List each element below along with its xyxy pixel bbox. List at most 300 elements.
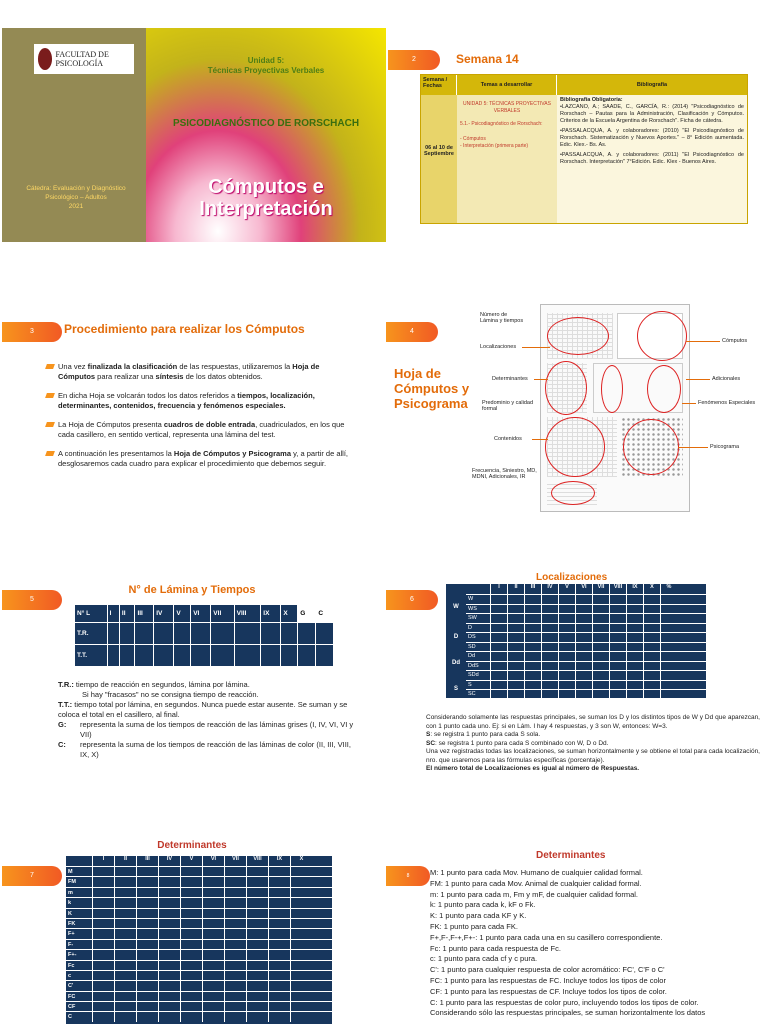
cell: [626, 652, 643, 661]
cell: [107, 645, 119, 667]
cell: [268, 1002, 290, 1011]
cell: [609, 671, 626, 680]
table-row: [66, 1011, 332, 1021]
cell: [202, 909, 224, 918]
cell: [558, 681, 575, 690]
cell: [541, 624, 558, 633]
cell: [224, 877, 246, 886]
cell: [575, 662, 592, 671]
cell: [180, 971, 202, 980]
det-header: [92, 856, 332, 866]
det-line: FC: 1 punto para las respuestas de FC. Incluye todos los tipos de color: [430, 975, 666, 985]
cell: [524, 652, 541, 661]
cell: [202, 867, 224, 876]
table-row: [66, 866, 332, 876]
row-label: C: [68, 1014, 72, 1021]
cell: [507, 643, 524, 652]
table-row: [66, 918, 332, 928]
cell: [592, 614, 609, 623]
det-line: Fc: 1 punto para cada respuesta de Fc.: [430, 943, 561, 953]
cell: [268, 929, 290, 938]
cell: [107, 623, 119, 645]
def-g: G: representa la suma de los tiempos de reacción de las láminas grises (I, IV, VI, VI y VII): [58, 720, 354, 739]
cell: [643, 595, 660, 604]
cell: [224, 1012, 246, 1021]
cell: [224, 940, 246, 949]
cell: [507, 681, 524, 690]
cell: [660, 633, 677, 642]
biblio-1: •LAZCANO, A.; SAADE, C., GARCÍA, R.: (2014) "Psicodiagnóstico de Rorschach – Pautas para la Administración, Clasificación y Cómputos. Criterios de la Escuela Argentina de Rorschach". Ficha de cátedra.: [560, 104, 744, 124]
cell: [180, 877, 202, 886]
cell: [246, 898, 268, 907]
cell: [211, 645, 234, 667]
cell: [92, 1002, 114, 1011]
cell: [268, 909, 290, 918]
cell: [174, 645, 191, 667]
row-label: Dd: [468, 653, 476, 659]
cell: [609, 643, 626, 652]
table-row: [66, 949, 332, 959]
biblio-cell: [557, 95, 747, 223]
cell: [268, 919, 290, 928]
cell: [660, 671, 677, 680]
label-psicograma: Psicograma: [710, 444, 740, 450]
slide-title: Procedimiento para realizar los Cómputos: [64, 322, 305, 336]
cell: [180, 909, 202, 918]
cell: [136, 950, 158, 959]
cell: [246, 961, 268, 970]
th-cell: I: [107, 605, 119, 623]
cell: [558, 690, 575, 699]
th-cell: G: [298, 605, 316, 623]
cell: [268, 992, 290, 1001]
cell: [136, 981, 158, 990]
cell: [609, 595, 626, 604]
cell: [643, 671, 660, 680]
cell: [290, 981, 312, 990]
slide-title: Determinantes: [536, 850, 606, 861]
row-label: T.T.: [75, 645, 108, 667]
cell: [180, 929, 202, 938]
cell: [158, 888, 180, 897]
cell: [158, 867, 180, 876]
slide-title: Semana 14: [456, 52, 519, 66]
cell: [202, 981, 224, 990]
row-label: CF: [68, 1004, 76, 1011]
label-determinantes: Determinantes: [492, 376, 528, 382]
cell: [92, 992, 114, 1001]
cell: [490, 671, 507, 680]
cell: [626, 643, 643, 652]
cell: [592, 690, 609, 699]
cell: [180, 961, 202, 970]
cell: [524, 595, 541, 604]
cell: [290, 888, 312, 897]
cell: [136, 909, 158, 918]
slide-number: 3: [2, 322, 62, 342]
det-line: Considerando sólo las respuestas principales, se suman horizontalmente los datos: [430, 1008, 706, 1018]
cell: [261, 645, 281, 667]
cell: [643, 690, 660, 699]
table-row: [66, 960, 332, 970]
cell: [202, 950, 224, 959]
cell: [268, 971, 290, 980]
tema-1: UNIDAD 5: TÉCNICAS PROYECTIVAS VERBALES: [463, 101, 551, 114]
cell: [180, 867, 202, 876]
cell: [281, 645, 298, 667]
row-label: k: [68, 900, 72, 907]
cell: [136, 961, 158, 970]
label-contenidos: Contenidos: [494, 436, 522, 442]
loc-p3: SC: se registra 1 punto para cada S combinado con W, D o Dd.: [426, 739, 609, 747]
cell: [290, 1012, 312, 1021]
table-row: [466, 670, 706, 680]
slide-title: [2, 28, 386, 242]
th-cell: VII: [592, 584, 609, 594]
cell: [224, 909, 246, 918]
slide-lamina-tiempos: [2, 568, 382, 782]
cell: [626, 595, 643, 604]
cell: [246, 1012, 268, 1021]
th-cell: I: [490, 584, 507, 594]
cell: [234, 645, 261, 667]
th-cell: IX: [261, 605, 281, 623]
cell: [643, 681, 660, 690]
cell: [575, 624, 592, 633]
cell: [507, 595, 524, 604]
cell: [158, 992, 180, 1001]
cell: [575, 595, 592, 604]
cell: [660, 595, 677, 604]
cell: [316, 645, 334, 667]
cell: [114, 1002, 136, 1011]
det-table: [66, 856, 332, 1024]
det-line: M: 1 punto para cada Mov. Humano de cualquier calidad formal.: [430, 868, 643, 877]
cell: [136, 1012, 158, 1021]
th-cell: X: [643, 584, 660, 594]
loc-header: [490, 584, 706, 594]
cell: [202, 1012, 224, 1021]
cell: [575, 671, 592, 680]
cell: [541, 643, 558, 652]
th-fechas: Semana / Fechas: [421, 75, 457, 95]
loc-p4: Una vez registradas todas las localizaciones, se suman horizontalmente y se obtiene el total para cada localización, nro. que usaremos para las fórmulas específicas (porcentaje).: [426, 748, 760, 764]
cell: [268, 877, 290, 886]
table-row: [466, 623, 706, 633]
slide-number: 8: [386, 866, 430, 886]
cell: [114, 1012, 136, 1021]
table-row: [66, 908, 332, 918]
th-cell: VI: [575, 584, 592, 594]
th-cell: X: [290, 856, 312, 866]
cell: [202, 1002, 224, 1011]
bullet-list: [46, 362, 358, 478]
cell: [643, 605, 660, 614]
th-cell: %: [660, 584, 677, 594]
cell: [524, 662, 541, 671]
biblio-3: •PASSALACQUA, A. y colaboradores: (2011) "El Psicodiagnóstico de Rorschach. Interpretación" 7°Edición. Edic. Klex - Buenos Aires.: [560, 152, 744, 165]
cell: [290, 877, 312, 886]
cell: [524, 633, 541, 642]
th-cell: IX: [626, 584, 643, 594]
cell: [114, 992, 136, 1001]
big-title-line1: Cómputos e: [208, 176, 324, 198]
ellipse-adicionales: [601, 365, 623, 413]
th-cell: II: [507, 584, 524, 594]
cell: [507, 652, 524, 661]
slide-semana: [388, 28, 766, 242]
cell: [626, 624, 643, 633]
row-label: F+-: [68, 952, 77, 959]
slide-title: Localizaciones: [536, 572, 608, 583]
cell: [135, 623, 154, 645]
row-label: F+: [68, 931, 75, 938]
cell: [524, 690, 541, 699]
cell: [180, 992, 202, 1001]
th-cell: V: [180, 856, 202, 866]
cell: [261, 623, 281, 645]
catedra-text: Cátedra: Evaluación y Diagnóstico Psicológico – Adultos: [26, 185, 126, 201]
slide-determinantes-table: [2, 836, 382, 1024]
cell: [592, 671, 609, 680]
cell: [541, 633, 558, 642]
cell: [114, 950, 136, 959]
cell: [224, 971, 246, 980]
cell: [626, 614, 643, 623]
cell: [643, 624, 660, 633]
label-predominio: Predominio y calidad formal: [482, 400, 534, 412]
cell: [224, 992, 246, 1001]
cell: [246, 1002, 268, 1011]
cell: [180, 919, 202, 928]
cell: [158, 950, 180, 959]
bullet-4: A continuación les presentamos la Hoja de Cómputos y Psicograma y, a partir de allí, desglosaremos cada cuadro para explicar el procedimiento que debemos seguir.: [46, 449, 358, 469]
cell: [114, 909, 136, 918]
cell: [592, 595, 609, 604]
cell: [290, 940, 312, 949]
loc-groups: [446, 594, 466, 699]
arrow-psicograma: [678, 447, 708, 448]
cell: [490, 595, 507, 604]
row-label: C': [68, 983, 74, 990]
th-cell: VIII: [609, 584, 626, 594]
cell: [202, 888, 224, 897]
cell: [92, 940, 114, 949]
cell: [158, 981, 180, 990]
cell: [609, 614, 626, 623]
cell: [180, 1012, 202, 1021]
unit-block: [146, 56, 386, 76]
ellipse-det: [545, 361, 587, 415]
cell: [626, 690, 643, 699]
loc-body: [446, 594, 706, 699]
label-frecuencia: Frecuencia, Siniestro, MD, MDNI, Adicionales, IR: [472, 468, 537, 480]
th-bibliografia: Bibliografía: [636, 82, 668, 88]
cell: [609, 662, 626, 671]
cell: [268, 1012, 290, 1021]
cell: [202, 877, 224, 886]
temas-cell: [457, 95, 557, 223]
cell: [592, 681, 609, 690]
cell: [224, 929, 246, 938]
cell: [626, 662, 643, 671]
row-label: c: [68, 972, 72, 979]
cell: [180, 888, 202, 897]
cell: [626, 605, 643, 614]
det-line: k: 1 punto para cada k, kF o Fk.: [430, 900, 536, 910]
th-cell: I: [92, 856, 114, 866]
schedule-table: [420, 74, 748, 224]
cell: [136, 877, 158, 886]
cell: [507, 671, 524, 680]
cell: [202, 940, 224, 949]
row-label: FC: [68, 993, 76, 1000]
ellipse-tiempos: [547, 317, 609, 355]
cell: [92, 981, 114, 990]
cell: [575, 643, 592, 652]
loc-p5: El número total de Localizaciones es igual al número de Respuestas.: [426, 765, 640, 772]
cell: [490, 605, 507, 614]
th-cell: III: [135, 605, 154, 623]
cell: [154, 645, 174, 667]
cell: [490, 624, 507, 633]
cell: [92, 929, 114, 938]
cell: [246, 940, 268, 949]
cell: [660, 614, 677, 623]
cell: [92, 867, 114, 876]
th-cell: IV: [158, 856, 180, 866]
cell: [558, 662, 575, 671]
cell: [211, 623, 234, 645]
det-line: FM: 1 punto para cada Mov. Animal de cualquier calidad formal.: [430, 878, 642, 888]
cell: [114, 877, 136, 886]
biblio-2: •PASSALACQUA, A. y colaboradores: (2010) "El Psicodiagnóstico de Rorschach. Sistematización y Nuevos Aportes." – 8° Edición aumentada. Edic. Klex.- Bs. As.: [560, 128, 744, 148]
table-row: [75, 645, 334, 667]
cell: [490, 643, 507, 652]
th-cell: N° L: [75, 605, 108, 623]
cell: [136, 940, 158, 949]
th-cell: IV: [541, 584, 558, 594]
cell: [609, 681, 626, 690]
group-dd: Dd: [452, 660, 460, 666]
row-label: M: [68, 869, 73, 875]
cell: [609, 652, 626, 661]
cell: [626, 633, 643, 642]
ellipse-frecuencia: [551, 481, 595, 505]
cell: [202, 992, 224, 1001]
th-cell: V: [174, 605, 191, 623]
catedra: [12, 184, 140, 211]
row-label: SDd: [468, 672, 479, 678]
cell: [290, 898, 312, 907]
big-title: [146, 176, 386, 220]
cell: [541, 652, 558, 661]
row-label: SC: [468, 691, 476, 697]
cell: [290, 867, 312, 876]
det-line: FK: 1 punto para cada FK.: [430, 921, 518, 931]
cell: [136, 888, 158, 897]
cell: [114, 919, 136, 928]
cell: [158, 877, 180, 886]
loc-table: [446, 584, 706, 698]
th-cell: IV: [154, 605, 174, 623]
cell: [268, 898, 290, 907]
th-cell: VIII: [234, 605, 261, 623]
cell: [490, 681, 507, 690]
cell: [136, 898, 158, 907]
row-label: F-: [68, 941, 74, 948]
def-tr: T.R.: tiempo de reacción en segundos, lámina por lámina.: [58, 680, 250, 689]
cell: [136, 1002, 158, 1011]
cell: [180, 940, 202, 949]
cell: [268, 981, 290, 990]
cell: [136, 992, 158, 1001]
arrow-determinantes: [534, 379, 548, 380]
cell: [158, 961, 180, 970]
cell: [246, 919, 268, 928]
cell: [298, 645, 316, 667]
cell: [575, 633, 592, 642]
table-row: [66, 876, 332, 886]
faculty-name: FACULTAD DE PSICOLOGÍA: [55, 50, 109, 68]
cell: [507, 624, 524, 633]
row-label: DS: [468, 634, 476, 640]
table-row: [466, 651, 706, 661]
table-row: [66, 970, 332, 980]
cell: [92, 950, 114, 959]
loc-p1: Considerando solamente las respuestas principales, se suman los D y los distintos tipos de W y Dd que aparezcan, con 1 punto cada uno. Ej: si en Lám. I hay 4 respuestas, y 3 son W, entonces: W=3.: [426, 714, 760, 730]
cell: [246, 981, 268, 990]
group-d: D: [453, 634, 459, 640]
det-line: c: 1 punto para cada cf y c pura.: [430, 954, 538, 964]
slide-hoja-computos: [386, 300, 766, 514]
cell: [290, 992, 312, 1001]
cell: [136, 929, 158, 938]
label-computos: Cómputos: [722, 338, 748, 344]
unit-subtitle: Técnicas Proyectivas Verbales: [207, 66, 325, 75]
cell: [136, 919, 158, 928]
th-cell: VI: [202, 856, 224, 866]
ellipse-contenidos: [545, 417, 605, 477]
table-row: [466, 661, 706, 671]
cell: [660, 624, 677, 633]
table-row: [75, 623, 334, 645]
cell: [558, 595, 575, 604]
row-label: D: [468, 624, 472, 631]
unit-label: Unidad 5:: [247, 56, 285, 65]
cell: [268, 888, 290, 897]
cell: [298, 623, 316, 645]
cell: [268, 961, 290, 970]
cell: [246, 909, 268, 918]
cell: [281, 623, 298, 645]
cell: [180, 950, 202, 959]
th-cell: V: [558, 584, 575, 594]
cell: [114, 981, 136, 990]
cell: [558, 671, 575, 680]
cell: [268, 867, 290, 876]
cell: [290, 950, 312, 959]
cell: [541, 662, 558, 671]
slide-number: 5: [2, 590, 62, 610]
cell: [609, 624, 626, 633]
bullet-1: Una vez finalizada la clasificación de las respuestas, utilizaremos la Hoja de Cómputos para realizar una síntesis de los datos obtenidos.: [46, 362, 358, 382]
cell: [158, 909, 180, 918]
cell: [290, 909, 312, 918]
cell: [246, 877, 268, 886]
table-row: [66, 928, 332, 938]
cell: [660, 690, 677, 699]
